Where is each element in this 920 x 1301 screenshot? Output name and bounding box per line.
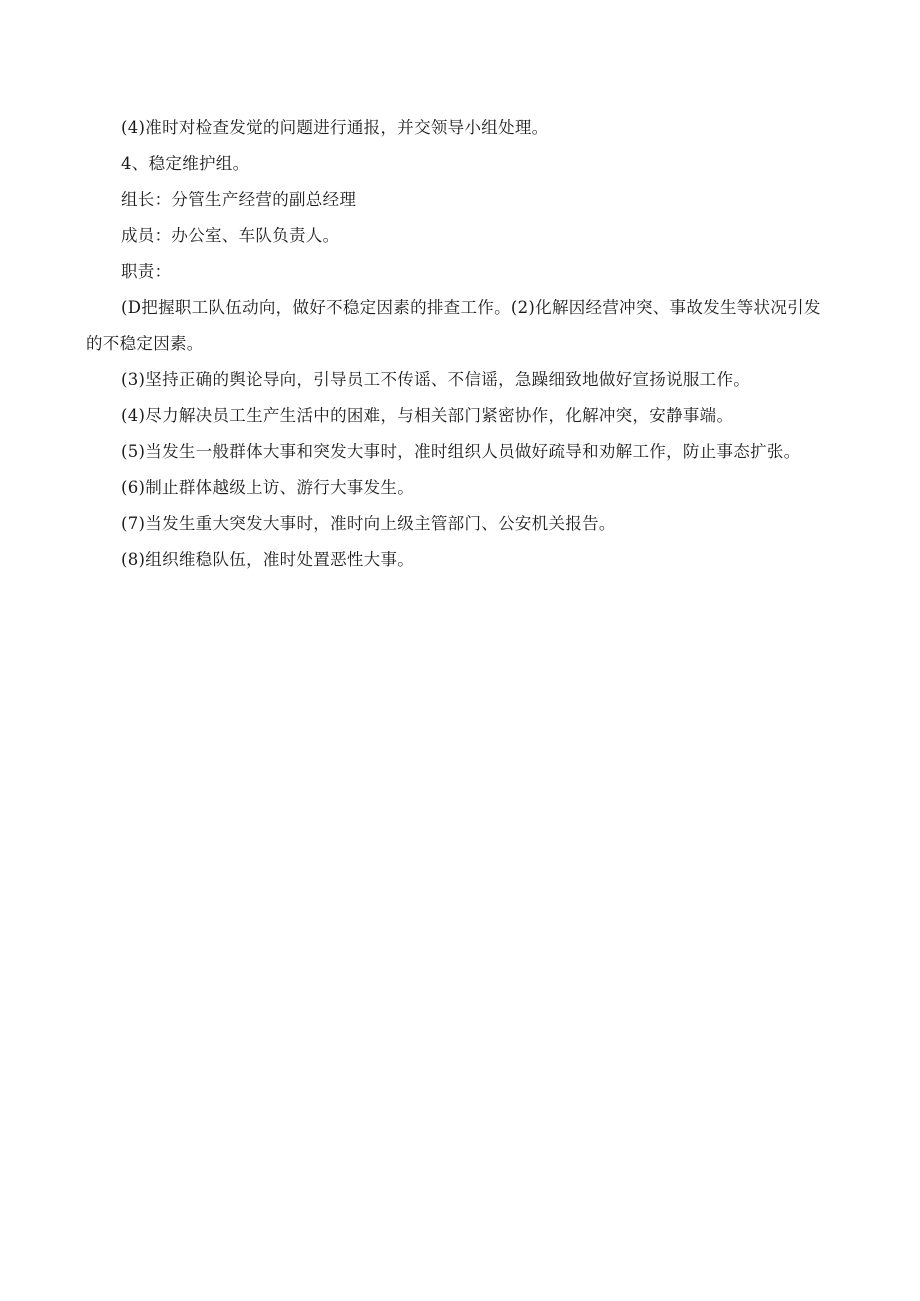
paragraph-group-leader: 组长：分管生产经营的副总经理 xyxy=(121,190,357,209)
paragraph-duty-1-2: (D把握职工队伍动向，做好不稳定因素的排查工作。(2)化解因经营冲突、事故发生等状况引发的不稳定因素。 xyxy=(86,298,821,353)
document-body xyxy=(86,110,831,578)
paragraph-duty-7: (7)当发生重大突发大事时，准时向上级主管部门、公安机关报告。 xyxy=(121,514,616,533)
paragraph-duty-6: (6)制止群体越级上访、游行大事发生。 xyxy=(121,478,415,497)
paragraph-report-issues: (4)准时对检查发觉的问题进行通报，并交领导小组处理。 xyxy=(121,118,549,137)
paragraph-members: 成员：办公室、车队负责人。 xyxy=(121,226,340,245)
section-heading-stability-group: 4、稳定维护组。 xyxy=(121,154,250,173)
paragraph-duty-8: (8)组织维稳队伍，准时处置恶性大事。 xyxy=(121,550,415,569)
paragraph-duties-label: 职责： xyxy=(121,262,172,281)
paragraph-duty-5: (5)当发生一般群体大事和突发大事时，准时组织人员做好疏导和劝解工作，防止事态扩张。 xyxy=(121,442,801,461)
paragraph-duty-3: (3)坚持正确的舆论导向，引导员工不传谣、不信谣，急躁细致地做好宣扬说服工作。 xyxy=(121,370,751,389)
paragraph-duty-4: (4)尽力解决员工生产生活中的困难，与相关部门紧密协作，化解冲突，安静事端。 xyxy=(121,406,734,425)
